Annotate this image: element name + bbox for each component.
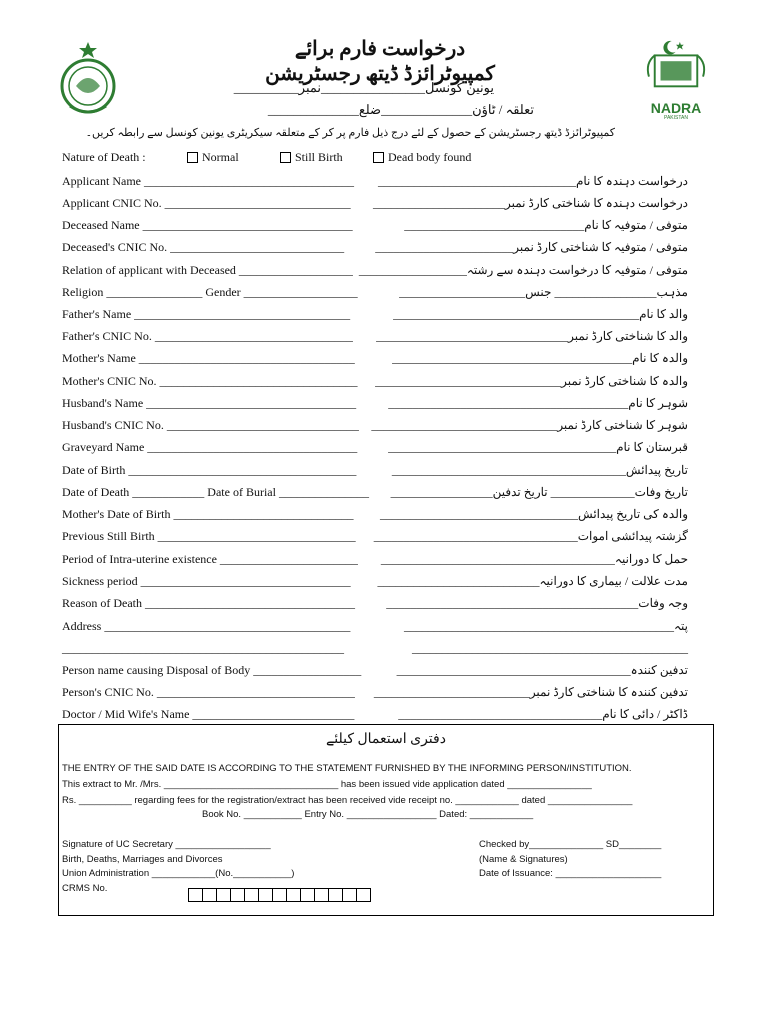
field-row-religion-gender[interactable]: Religion ________________ Gender ___________________ مذہب_________________ جنس_____________________ (62, 285, 688, 299)
nadra-logo (640, 38, 712, 122)
field-row-death-burial-dates[interactable]: Date of Death ____________ Date of Burial _______________ تاریخ وفات______________ تاریخ تدفین_________________ (62, 485, 688, 499)
field-row-disposal-person-cnic[interactable]: Person's CNIC No. _________________________________ تدفین کنندہ کا شناختی کارڈ نمبر__________________________ (62, 685, 688, 699)
field-row-deceased-name[interactable]: Deceased Name ___________________________________ متوفی / متوفیہ کا نام______________________________ (62, 218, 688, 232)
field-row-applicant-name[interactable]: Applicant Name ___________________________________ درخواست دہندہ کا نام_________________________________ (62, 174, 688, 188)
bdmd-label: Birth, Deaths, Marriages and Divorces (62, 854, 223, 865)
field-row-doctor-midwife[interactable]: Doctor / Mid Wife's Name ___________________________ ڈاکٹر / دائی کا نام__________________________________ (62, 707, 688, 721)
extract-line: This extract to Mr. /Mrs. _________________________________ has been issued vide application dated ________________ (62, 779, 592, 790)
government-seal-icon (58, 40, 118, 120)
field-row-applicant-cnic[interactable]: Applicant CNIC No. _______________________________ درخواست دہندہ کا شناختی کارڈ نمبر______________________ (62, 196, 688, 210)
form-title: درخواست فارم برائے کمپیوٹرائزڈ ڈیتھ رجسٹریشن (265, 38, 495, 85)
field-row-relation[interactable]: Relation of applicant with Deceased ___________________ متوفی / متوفیہ کا درخواست دہندہ سے رشتہ__________________ (62, 263, 688, 277)
book-entry-line: Book No. ___________ Entry No. _________________ Dated: ____________ (202, 809, 534, 820)
field-row-father-cnic[interactable]: Father's CNIC No. _________________________________ والد کا شناختی کارڈ نمبر________________________________ (62, 329, 688, 343)
uc-secretary-signature[interactable]: Signature of UC Secretary __________________ (62, 839, 271, 850)
field-row-deceased-cnic[interactable]: Deceased's CNIC No. _____________________________ متوفی / متوفیہ کا شناختی کارڈ نمبر_______________________ (62, 240, 688, 254)
statement-text: THE ENTRY OF THE SAID DATE IS ACCORDING TO THE STATEMENT FURNISHED BY THE INFORMING PERSON/INSTITUTION. (62, 763, 632, 774)
still-birth-option-label: Still Birth (295, 150, 343, 164)
tehsil-district-line: تعلقہ / ٹاؤن______________ضلع______________ (267, 102, 534, 117)
field-row-address[interactable]: Address _________________________________________ پتہ_____________________________________________ (62, 619, 688, 633)
field-row-address-continued[interactable]: _______________________________________________ ______________________________________________ (62, 641, 688, 655)
field-row-mother-name[interactable]: Mother's Name ____________________________________ والدہ کا نام________________________________________ (62, 351, 688, 365)
office-use-section (58, 724, 714, 916)
field-row-graveyard-name[interactable]: Graveyard Name ___________________________________ قبرستان کا نام______________________________________ (62, 440, 688, 454)
field-row-mother-dob[interactable]: Mother's Date of Birth ______________________________ والدہ کی تاریخ پیدائش_________________________________ (62, 507, 688, 521)
field-row-husband-name[interactable]: Husband's Name ___________________________________ شوہر کا نام________________________________________ (62, 396, 688, 410)
field-row-intra-uterine-period[interactable]: Period of Intra-uterine existence _______________________ حمل کا دورانیہ_______________________________________ (62, 552, 688, 566)
nadra-emblem-icon (640, 38, 712, 96)
crms-label: CRMS No. (62, 883, 108, 894)
still-birth-checkbox[interactable] (280, 152, 291, 163)
dead-body-found-checkbox[interactable] (373, 152, 384, 163)
dead-body-found-option-label: Dead body found (388, 150, 472, 164)
crms-number-boxes[interactable] (189, 888, 371, 902)
name-signatures-label: (Name & Signatures) (479, 854, 568, 865)
nature-of-death-label: Nature of Death : (62, 150, 146, 164)
instruction-text: کمپیوٹرائزڈ ڈیتھ رجسٹریشن کے حصول کے لئے درج ذیل فارم پر کر کے متعلقہ سیکریٹری یونین کونسل سے رابطہ کریں۔ (85, 127, 615, 139)
field-row-sickness-period[interactable]: Sickness period ___________________________________ مدت علالت / بیماری کا دورانیہ___________________________ (62, 574, 688, 588)
fees-line: Rs. __________ regarding fees for the registration/extract has been received vide receipt no. ____________ dated ________________ (62, 795, 633, 806)
office-use-heading: دفتری استعمال کیلئے (326, 732, 446, 747)
normal-checkbox[interactable] (187, 152, 198, 163)
field-row-husband-cnic[interactable]: Husband's CNIC No. ________________________________ شوہر کا شناختی کارڈ نمبر_______________________________ (62, 418, 688, 432)
date-of-issuance-line[interactable]: Date of Issuance: ____________________ (479, 868, 662, 879)
field-row-previous-still-birth[interactable]: Previous Still Birth _________________________________ گزشتہ پیدائشی اموات__________________________________ (62, 529, 688, 543)
field-row-reason-of-death[interactable]: Reason of Death ___________________________________ وجہ وفات__________________________________________ (62, 596, 688, 610)
union-administration-line[interactable]: Union Administration ____________(No.___________) (62, 868, 295, 879)
field-row-father-name[interactable]: Father's Name ____________________________________ والد کا نام_________________________________________ (62, 307, 688, 321)
nadra-text: NADRA (650, 100, 702, 116)
field-row-date-of-birth[interactable]: Date of Birth ______________________________________ تاریخ پیدائش_______________________________________ (62, 463, 688, 477)
checked-by-line[interactable]: Checked by______________ SD________ (479, 839, 662, 850)
field-row-disposal-person[interactable]: Person name causing Disposal of Body __________________ تدفین کنندہ_______________________________________ (62, 663, 688, 677)
nadra-subtext: PAKISTAN (664, 115, 688, 121)
field-row-mother-cnic[interactable]: Mother's CNIC No. _________________________________ والدہ کا شناختی کارڈ نمبر_______________________________ (62, 374, 688, 388)
normal-option-label: Normal (202, 150, 239, 164)
union-council-line: یونین کونسل________________نمبر__________ (233, 80, 494, 95)
